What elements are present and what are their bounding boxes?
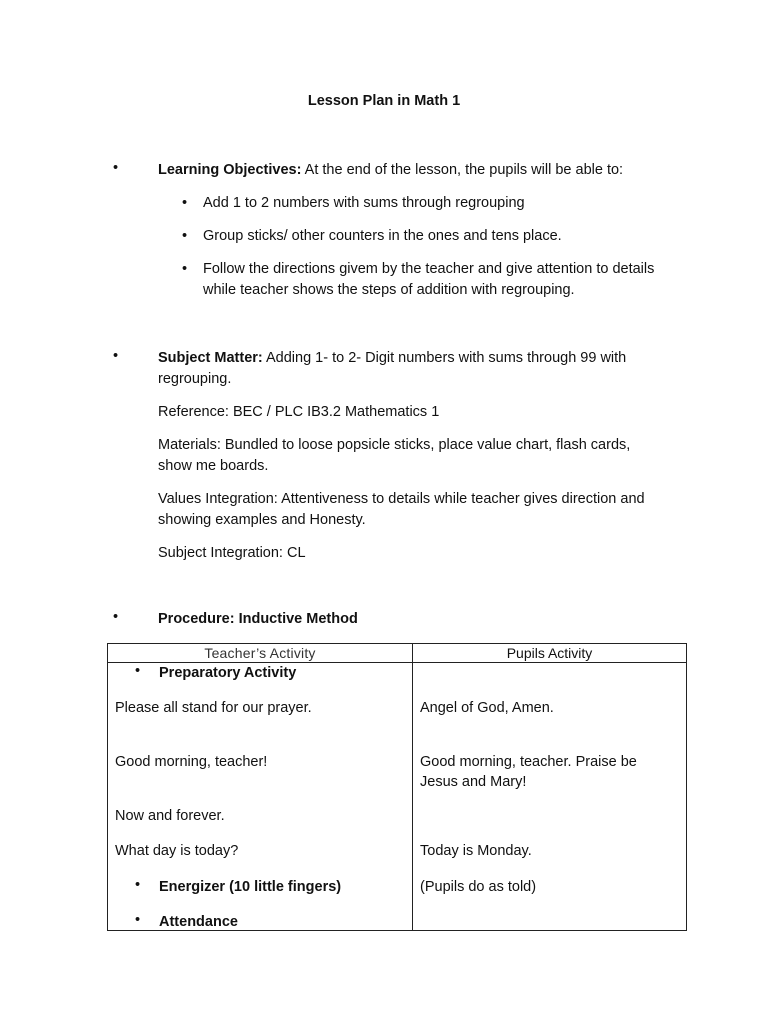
item-bullet: •	[182, 195, 188, 211]
objectives-label: Learning Objectives:	[158, 162, 302, 178]
list-item	[158, 259, 678, 301]
page-title: Lesson Plan in Math 1	[307, 93, 461, 109]
subject-matter-body	[158, 348, 663, 564]
objectives-body	[158, 160, 678, 301]
pupils-greeting: Good morning, teacher. Praise be Jesus and Mary!	[420, 754, 637, 790]
reference-text: Reference: BEC / PLC IB3.2 Mathematics 1	[158, 404, 440, 420]
pupils-activity-cell	[413, 663, 687, 931]
objective-text: Group sticks/ other counters in the ones and tens place.	[203, 228, 562, 244]
procedure-label: Procedure: Inductive Method	[158, 611, 358, 627]
preparatory-activity-heading: Preparatory Activity	[159, 665, 297, 681]
values-integration-text: Values Integration: Attentiveness to details while teacher gives direction and showing examples and Honesty.	[158, 491, 645, 528]
attendance-heading: Attendance	[159, 914, 238, 930]
teacher-prayer: Please all stand for our prayer.	[115, 700, 312, 716]
section-bullet: •	[113, 348, 119, 364]
subject-matter-label: Subject Matter:	[158, 350, 263, 366]
subject-matter-text: Adding 1- to 2- Digit numbers with sums through 99 with regrouping.	[158, 350, 627, 387]
pupils-activity-header: Pupils Activity	[413, 644, 687, 663]
objectives-intro: At the end of the lesson, the pupils will be able to:	[301, 162, 624, 178]
table-row	[108, 663, 687, 931]
table-header-row	[108, 644, 687, 663]
pupils-day-answer: Today is Monday.	[420, 843, 532, 859]
procedure-body	[158, 609, 678, 630]
pupils-amen: Angel of God, Amen.	[420, 700, 554, 716]
teacher-day-question: What day is today?	[115, 843, 239, 859]
section-bullet: •	[113, 609, 119, 625]
teacher-activity-header: Teacher’s Activity	[108, 644, 413, 663]
item-bullet: •	[135, 663, 141, 679]
teacher-greeting: Good morning, teacher!	[115, 754, 268, 770]
teacher-activity-cell	[108, 663, 413, 931]
section-bullet: •	[113, 160, 119, 176]
objectives-intro-line	[158, 160, 678, 181]
materials-text: Materials: Bundled to loose popsicle sticks, place value chart, flash cards, show me boards.	[158, 437, 631, 474]
objective-text: Add 1 to 2 numbers with sums through regrouping	[203, 195, 525, 211]
energizer-heading: Energizer (10 little fingers)	[159, 879, 342, 895]
objectives-list	[158, 193, 678, 301]
item-bullet: •	[135, 912, 141, 928]
subject-matter-line	[158, 348, 663, 390]
teacher-forever: Now and forever.	[115, 808, 225, 824]
subject-integration-text: Subject Integration: CL	[158, 545, 306, 561]
item-bullet: •	[182, 261, 188, 277]
item-bullet: •	[135, 877, 141, 893]
item-bullet: •	[182, 228, 188, 244]
list-item	[158, 226, 678, 247]
list-item	[158, 193, 678, 214]
pupils-do-as-told: (Pupils do as told)	[420, 879, 537, 895]
objective-text: Follow the directions givem by the teacher and give attention to details while teacher shows the steps of addition with regrouping.	[203, 261, 655, 298]
activity-table	[107, 643, 687, 931]
